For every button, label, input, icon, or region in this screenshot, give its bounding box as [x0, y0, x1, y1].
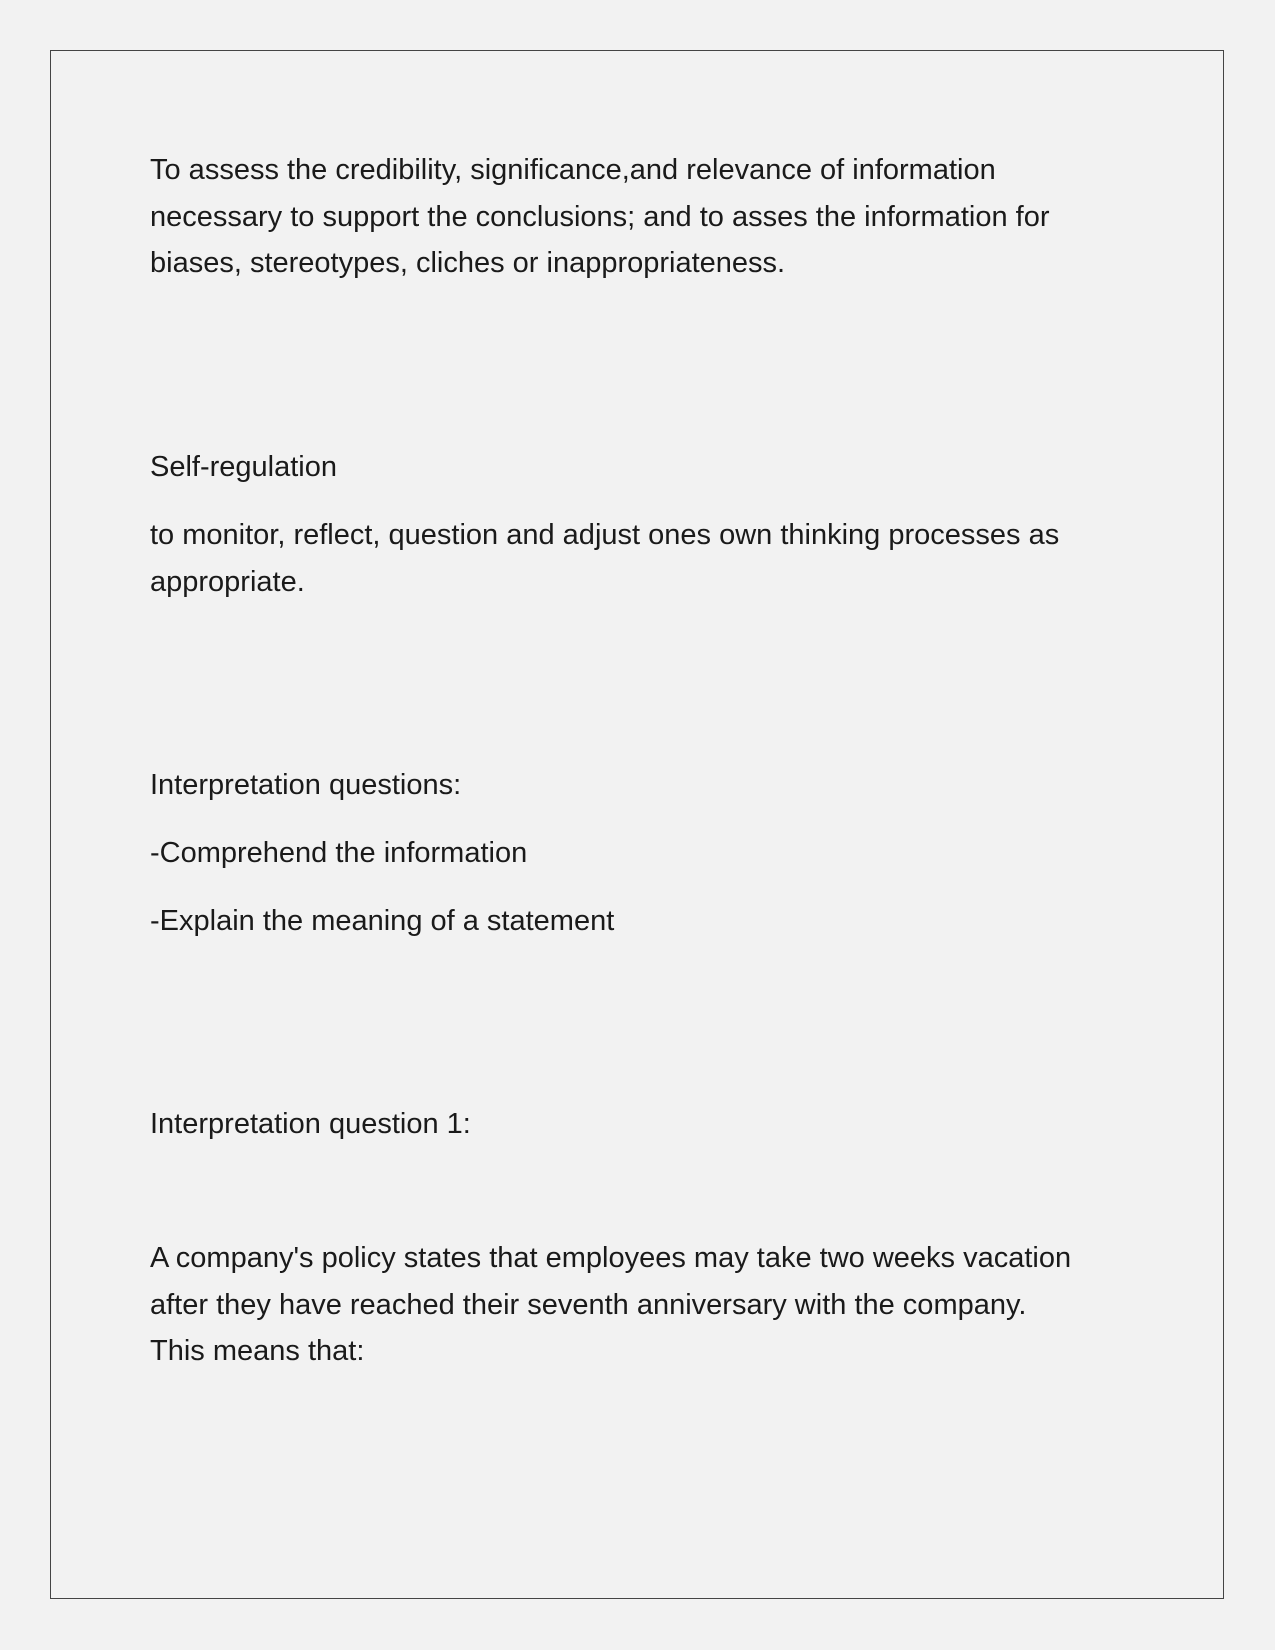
self-regulation-paragraph: to monitor, reflect, question and adjust ones own thinking processes as appropriate.: [150, 519, 1060, 598]
bullet-comprehend: -Comprehend the information: [150, 837, 528, 869]
credibility-paragraph: To assess the credibility, significance,and relevance of information necessary to support the conclusions; and to asses the information for biases, stereotypes, cliches or inappropriateness.: [150, 154, 1050, 279]
self-regulation-heading: Self-regulation: [150, 451, 337, 483]
interpretation-questions-heading: Interpretation questions:: [150, 769, 462, 801]
interpretation-question-1-text: A company's policy states that employees may take two weeks vacation after they have reached their seventh anniversary with the company. This means that:: [150, 1242, 1072, 1367]
bullet-explain: -Explain the meaning of a statement: [150, 905, 615, 937]
interpretation-question-1-heading: Interpretation question 1:: [150, 1108, 471, 1140]
